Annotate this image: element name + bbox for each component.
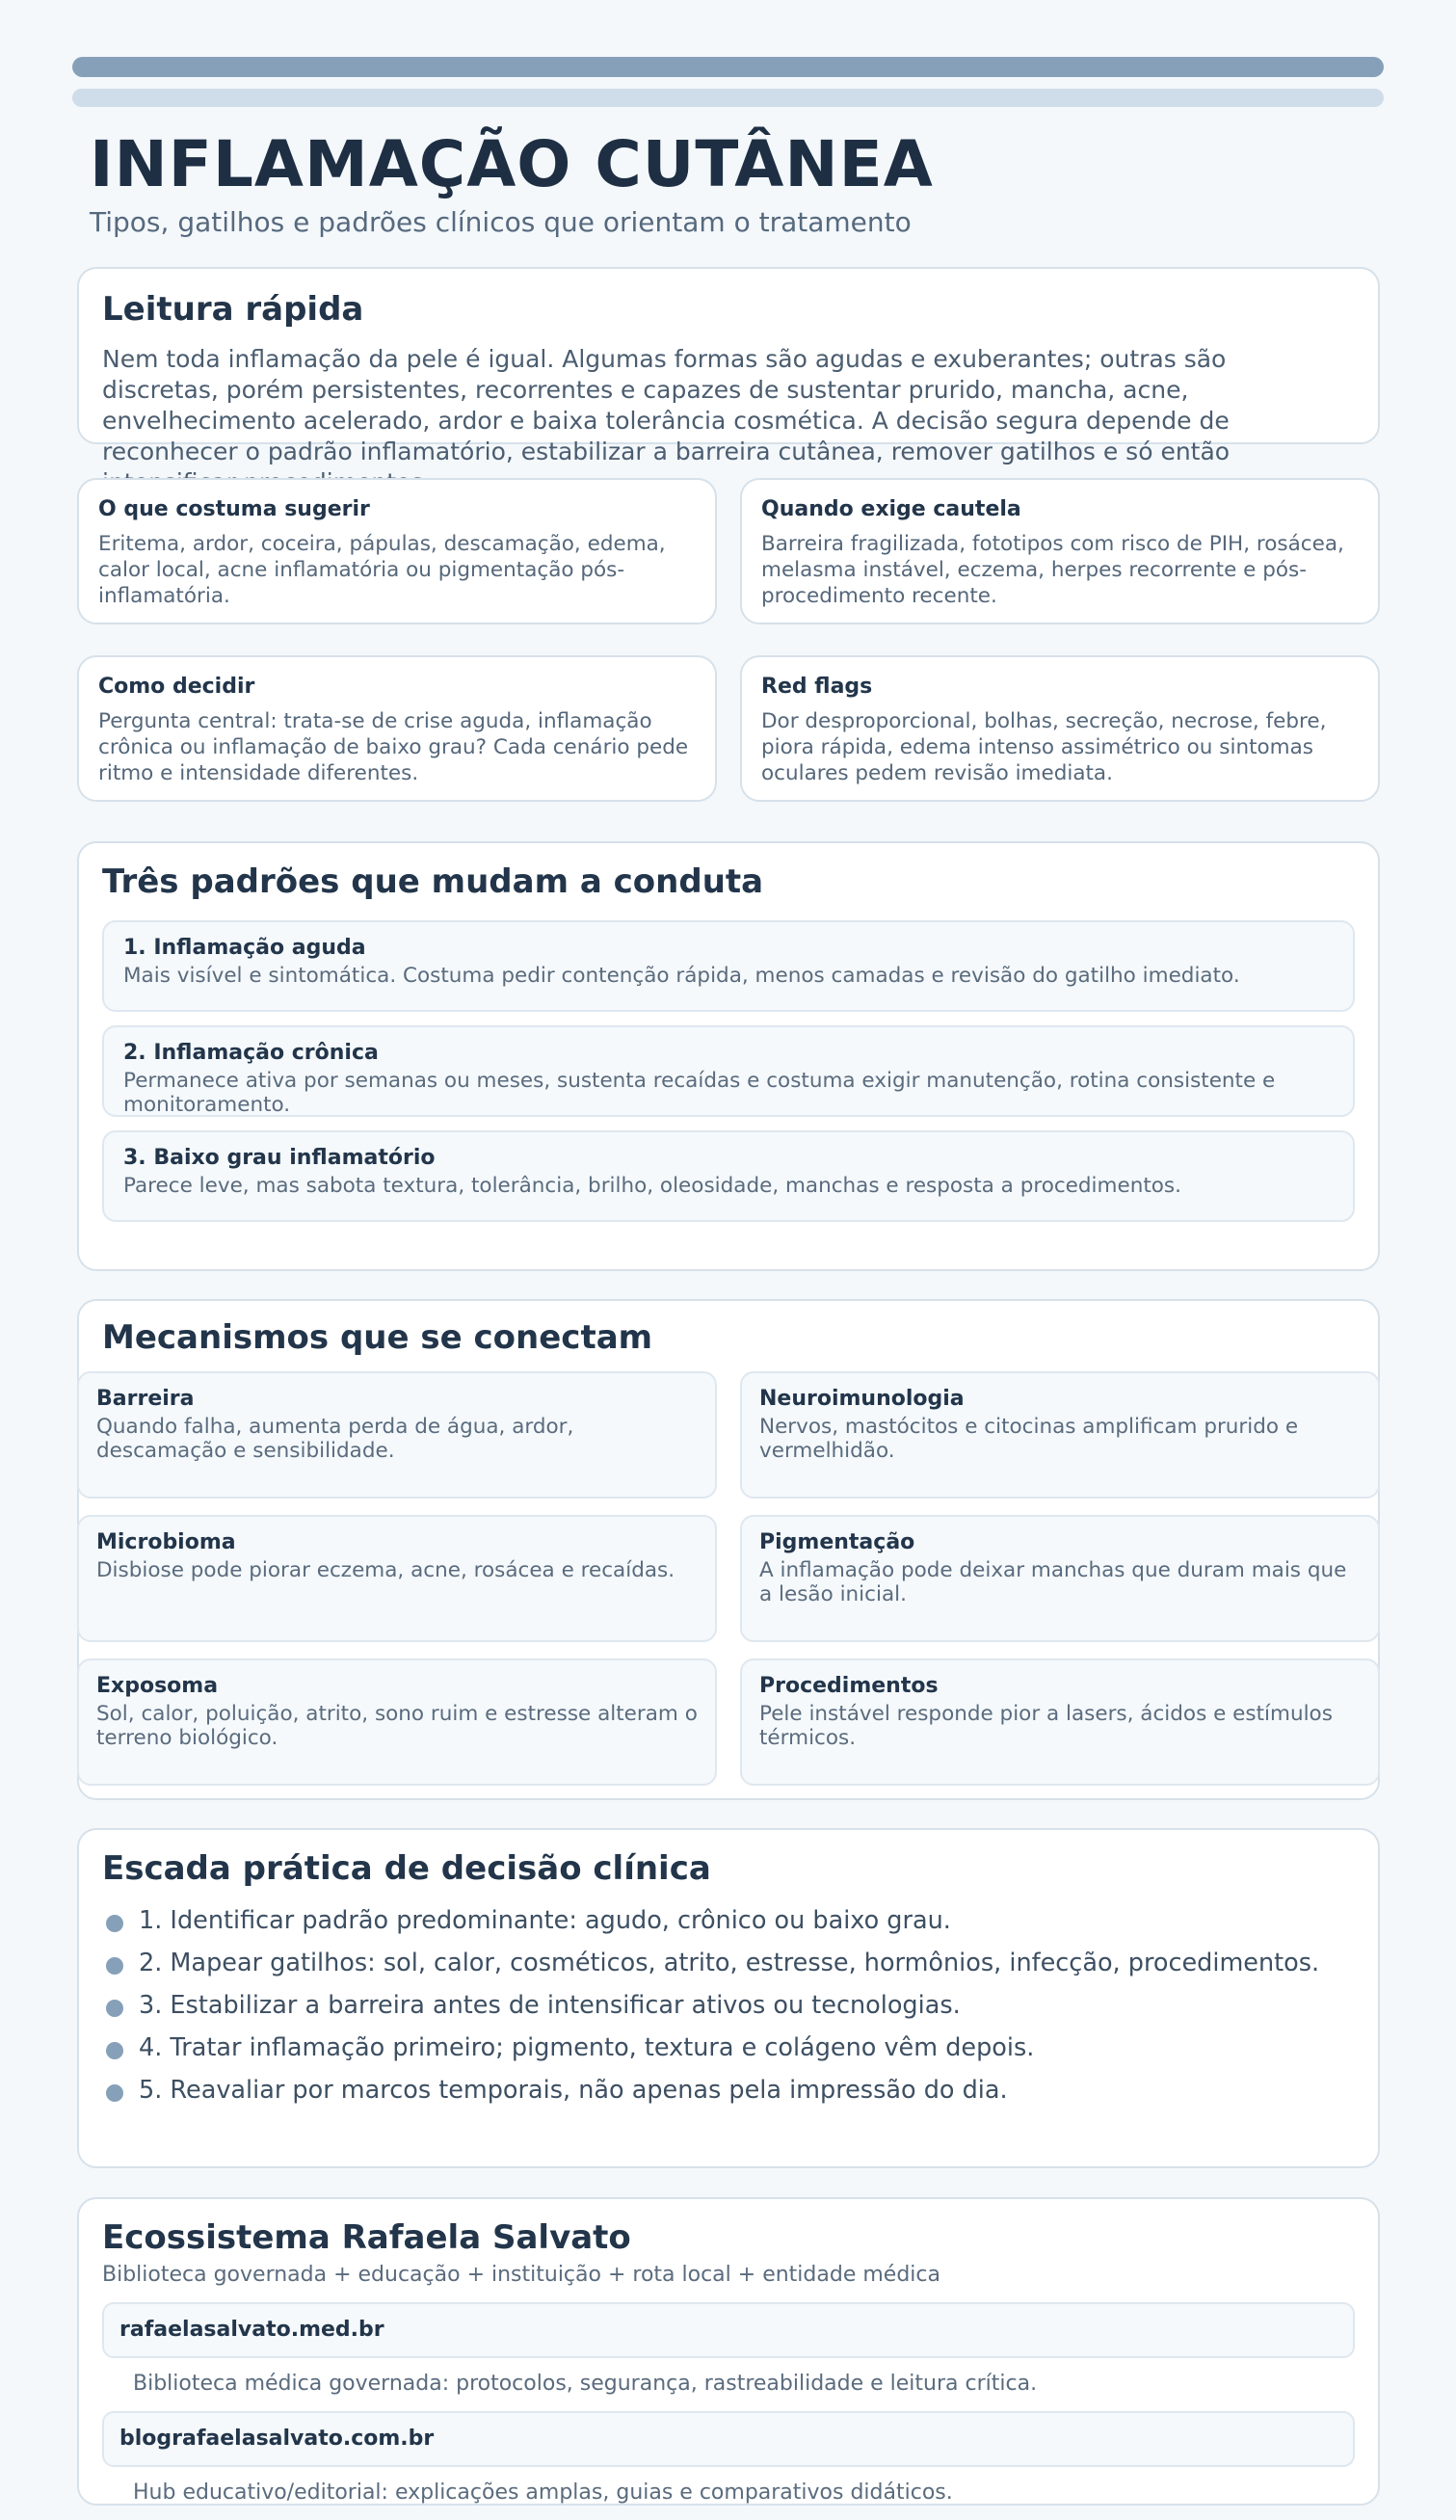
quick-read-text: Nem toda inflamação da pele é igual. Algumas formas são agudas e exuberantes; outras são discretas, porém persistentes, recorrentes e capazes de sustentar prurido, mancha, acne, envelhecimento acelerado, ardor e baixa tolerância cosmética. A decisão segura depende de reconhecer o padrão inflamatório, estabilizar a barreira cutânea, remover gatilhos e só então xyxy=(102,345,1231,465)
info-card-title: Quando exige cautela xyxy=(761,497,1021,521)
mechanism-title: Barreira xyxy=(96,1387,195,1411)
ecosystem-link-description: Biblioteca médica governada: protocolos, segurança, rastreabilidade e leitura crítica. xyxy=(133,2372,1038,2396)
info-card-text: Barreira fragilizada, fototipos com risco de PIH, rosácea, melasma instável, eczema, herpes recorrente e pós-procedimento recente. xyxy=(761,532,1344,608)
mechanism-title: Microbioma xyxy=(96,1530,236,1554)
bullet-dot-icon xyxy=(106,1957,123,1975)
pattern-item xyxy=(102,920,1355,1012)
ladder-step-text: 1. Identificar padrão predominante: agudo, crônico ou baixo grau. xyxy=(139,1906,951,1935)
mechanism-title: Exposoma xyxy=(96,1674,219,1698)
info-card-caution xyxy=(740,478,1380,624)
decision-ladder-card xyxy=(77,1828,1380,2168)
mechanism-item xyxy=(740,1658,1380,1786)
mechanism-text: Sol, calor, poluição, atrito, sono ruim e estresse alteram o terreno biológico. xyxy=(96,1702,698,1750)
ecosystem-link-description: Hub educativo/editorial: explicações amplas, guias e comparativos didáticos. xyxy=(133,2480,953,2505)
mechanisms-title: Mecanismos que se conectam xyxy=(102,1318,653,1357)
pattern-title: 3. Baixo grau inflamatório xyxy=(123,1146,436,1170)
ecosystem-title: Ecossistema Rafaela Salvato xyxy=(102,2218,631,2257)
mechanism-text: Pele instável responde pior a lasers, ácidos e estímulos térmicos. xyxy=(759,1702,1333,1750)
info-card-red-flags xyxy=(740,655,1380,802)
pattern-text: Parece leve, mas sabota textura, tolerância, brilho, oleosidade, manchas e resposta a procedimentos. xyxy=(123,1174,1181,1198)
mechanism-text: A inflamação pode deixar manchas que duram mais que a lesão inicial. xyxy=(759,1558,1347,1606)
ecosystem-link-blog[interactable]: blografaelasalvato.com.br xyxy=(102,2411,1355,2467)
pattern-item xyxy=(102,1025,1355,1117)
mechanism-text: Quando falha, aumenta perda de água, ardor, descamação e sensibilidade. xyxy=(96,1415,574,1463)
header-accent-bar xyxy=(72,57,1384,77)
pattern-item xyxy=(102,1130,1355,1222)
mechanism-item xyxy=(740,1371,1380,1499)
info-card-title: Red flags xyxy=(761,675,873,699)
ladder-step xyxy=(102,1948,1355,1978)
patterns-title: Três padrões que mudam a conduta xyxy=(102,862,764,901)
ladder-step xyxy=(102,2032,1355,2063)
mechanism-item xyxy=(77,1658,717,1786)
mechanism-title: Neuroimunologia xyxy=(759,1387,965,1411)
quick-read-title: Leitura rápida xyxy=(102,290,364,329)
info-card-decide xyxy=(77,655,717,802)
mechanism-item xyxy=(740,1515,1380,1642)
ecosystem-subtitle: Biblioteca governada + educação + instituição + rota local + entidade médica xyxy=(102,2263,940,2287)
ladder-step xyxy=(102,1990,1355,2021)
pattern-text: Mais visível e sintomática. Costuma pedir contenção rápida, menos camadas e revisão do gatilho imediato. xyxy=(123,964,1240,988)
quick-read-card xyxy=(77,267,1380,465)
info-card-text: Dor desproporcional, bolhas, secreção, necrose, febre, piora rápida, edema intenso assimétrico ou sintomas oculares pedem revisão imediata. xyxy=(761,709,1327,785)
ladder-step xyxy=(102,2075,1355,2106)
decision-ladder-title: Escada prática de decisão clínica xyxy=(102,1849,711,1888)
bullet-dot-icon xyxy=(106,2042,123,2059)
patterns-card xyxy=(77,841,1380,1271)
decision-ladder-list xyxy=(102,1905,1355,2106)
mechanism-text: Nervos, mastócitos e citocinas amplificam prurido e vermelhidão. xyxy=(759,1415,1299,1463)
pattern-title: 1. Inflamação aguda xyxy=(123,936,366,960)
header-accent-bar-light xyxy=(72,89,1384,107)
pattern-title: 2. Inflamação crônica xyxy=(123,1041,379,1065)
mechanism-item xyxy=(77,1515,717,1642)
ecosystem-card xyxy=(77,2197,1380,2506)
pattern-text: Permanece ativa por semanas ou meses, sustenta recaídas e costuma exigir manutenção, rotina consistente e monitoramento. xyxy=(123,1069,1276,1117)
info-card-text: Eritema, ardor, coceira, pápulas, descamação, edema, calor local, acne inflamatória ou pigmentação pós-inflamatória. xyxy=(98,532,666,608)
ladder-step-text: 5. Reavaliar por marcos temporais, não apenas pela impressão do dia. xyxy=(139,2076,1008,2105)
bullet-dot-icon xyxy=(106,1915,123,1932)
info-card-text: Pergunta central: trata-se de crise aguda, inflamação crônica ou inflamação de baixo grau? Cada cenário pede ritmo e intensidade diferentes. xyxy=(98,709,689,785)
page-subtitle: Tipos, gatilhos e padrões clínicos que orientam o tratamento xyxy=(90,206,912,238)
bullet-dot-icon xyxy=(106,2000,123,2017)
mechanisms-card xyxy=(77,1299,1380,1800)
mechanism-title: Procedimentos xyxy=(759,1674,939,1698)
info-card-title: O que costuma sugerir xyxy=(98,497,370,521)
bullet-dot-icon xyxy=(106,2084,123,2102)
info-card-title: Como decidir xyxy=(98,675,255,699)
ladder-step xyxy=(102,1905,1355,1936)
ladder-step-text: 2. Mapear gatilhos: sol, calor, cosméticos, atrito, estresse, hormônios, infecção, procedimentos. xyxy=(139,1949,1320,1977)
mechanism-item xyxy=(77,1371,717,1499)
ladder-step-text: 4. Tratar inflamação primeiro; pigmento, textura e colágeno vêm depois. xyxy=(139,2033,1035,2062)
ecosystem-link-med[interactable]: rafaelasalvato.med.br xyxy=(102,2302,1355,2358)
page-title: INFLAMAÇÃO CUTÂNEA xyxy=(90,127,934,201)
info-card-suggest xyxy=(77,478,717,624)
mechanism-text: Disbiose pode piorar eczema, acne, rosácea e recaídas. xyxy=(96,1558,675,1582)
mechanism-title: Pigmentação xyxy=(759,1530,915,1554)
ladder-step-text: 3. Estabilizar a barreira antes de intensificar ativos ou tecnologias. xyxy=(139,1991,961,2020)
